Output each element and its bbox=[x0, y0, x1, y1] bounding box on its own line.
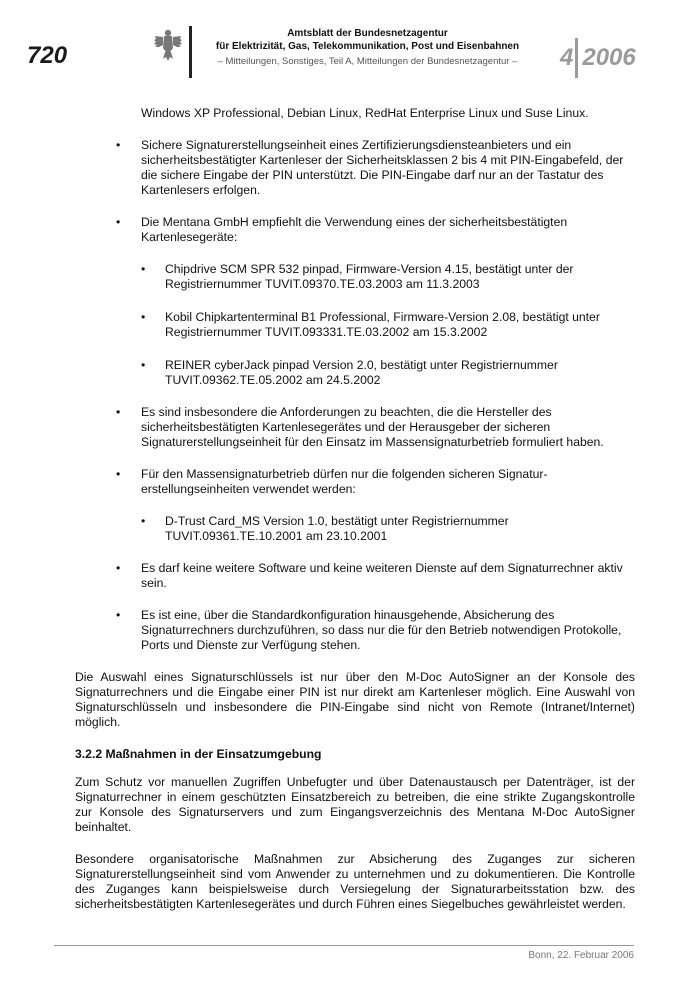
signature-unit-list bbox=[141, 514, 635, 544]
list-item: • Chipdrive SCM SPR 532 pinpad, Firmware-Version 4.15, bestätigt unter der Registriernummer TUVIT.09370.TE.03.2003 am 11.3.2003 bbox=[75, 262, 635, 292]
list-item: • D-Trust Card_MS Version 1.0, bestätigt unter Registriernummer TUVIT.09361.TE.10.2001 am 23.10.2001 bbox=[75, 514, 635, 544]
paragraph-organisational: Besondere organisatorische Maßnahmen zur Absicherung des Zuganges zur sicheren Signaturerstellungseinheit sind vom Anwender zu unternehmen und zu dokumentieren. Die Kontrolle des Zuganges kann beispielsweise durch Versiegelung der Signaturarbeitsstation bzw. des sicherheitsbestätigten Kartenlesegerätes und durch Führen eines Siegelbuches gewährleistet werden. bbox=[75, 852, 635, 911]
document-body bbox=[75, 106, 635, 929]
os-list-line: Windows XP Professional, Debian Linux, RedHat Enterprise Linux und Suse Linux. bbox=[141, 106, 589, 120]
footer-divider bbox=[54, 945, 634, 946]
issue-year: 2006 bbox=[582, 44, 636, 71]
header-title-line1: Amtsblatt der Bundesnetzagentur bbox=[287, 28, 448, 39]
section-heading: 3.2.2 Maßnahmen in der Einsatzumgebung bbox=[75, 747, 322, 761]
issue-divider bbox=[575, 38, 578, 78]
bullet-card-readers bbox=[75, 215, 635, 388]
list-item: • REINER cyberJack pinpad Version 2.0, bestätigt unter Registriernummer TUVIT.09362.TE.05.2002 am 24.5.2002 bbox=[75, 358, 635, 388]
bullet-requirements: • Es sind insbesondere die Anforderungen zu beachten, die die Hersteller des sicherheitsbestätigten Kartenlesegerätes und der Herausgeber der sicheren Signaturerstellungseinheit für den Einsatz im Massensignaturbetrieb formuliert haben. bbox=[75, 405, 635, 450]
issue-number: 4 bbox=[560, 44, 574, 71]
bullet-mass-signature-line1: • Für den Massensignaturbetrieb dürfen nur die folgenden sicheren Signatur- bbox=[141, 467, 548, 481]
paragraph-protection: Zum Schutz vor manuellen Zugriffen Unbefugter und über Datenaustausch per Datenträger, ist der Signaturrechner in einem geschützten Einsatzbereich zu betreiben, die eine strikte Zugangskontrolle zur Konsole des Signaturservers und zum Eingangsverzeichnis des Mentana M-Doc AutoSigner beinhaltet. bbox=[75, 775, 635, 834]
bullet-mass-signature-line2: erstellungseinheiten verwendet werden: bbox=[141, 482, 356, 496]
bullet-no-software: • Es darf keine weitere Software und keine weiteren Dienste auf dem Signaturrechner aktiv sein. bbox=[75, 561, 635, 591]
federal-eagle-icon bbox=[153, 28, 183, 62]
bullet-hardening: • Es ist eine, über die Standardkonfiguration hinausgehende, Absicherung des Signaturrechners durchzuführen, so dass nur die für den Betrieb notwendigen Protokolle, Ports und Dienste zur Verfügung stehen. bbox=[75, 608, 635, 653]
paragraph-key-selection: Die Auswahl eines Signaturschlüssels ist nur über den M-Doc AutoSigner an der Konsole des Signaturrechners und die Eingabe einer PIN ist nur direkt am Kartenleser möglich. Eine Auswahl von Signaturschlüsseln und insbesondere die PIN-Eingabe sind nicht von Remote (Intranet/Internet) möglich. bbox=[75, 670, 635, 729]
footer-date: Bonn, 22. Februar 2006 bbox=[528, 950, 634, 961]
header-divider bbox=[189, 26, 192, 78]
bullet-signature-unit: • Sichere Signaturerstellungseinheit eines Zertifizierungsdiensteanbieters und ein sicherheitsbestätigter Kartenleser der Sicherheitsklassen 2 bis 4 mit PIN-Eingabefeld, der die sichere Eingabe der PIN unterstützt. Die PIN-Eingabe darf nur an der Tastatur des Kartenlesers erfolgen. bbox=[75, 138, 635, 198]
bullet-card-readers-text: • Die Mentana GmbH empfiehlt die Verwendung eines der sicherheitsbestätigten Kartenlesegeräte: bbox=[141, 215, 568, 244]
card-reader-list bbox=[141, 262, 635, 388]
header-subtitle: – Mitteilungen, Sonstiges, Teil A, Mitteilungen der Bundesnetzagentur – bbox=[217, 56, 518, 67]
header-title-line2: für Elektrizität, Gas, Telekommunikation, Post und Eisenbahnen bbox=[215, 41, 520, 52]
page-number: 720 bbox=[27, 42, 68, 69]
bullet-mass-signature bbox=[75, 467, 635, 544]
issue-label bbox=[560, 38, 636, 78]
header-title-block bbox=[200, 27, 535, 69]
list-item: • Kobil Chipkartenterminal B1 Professional, Firmware-Version 2.08, bestätigt unter Registriernummer TUVIT.093331.TE.03.2002 am 15.3.2002 bbox=[75, 310, 635, 340]
